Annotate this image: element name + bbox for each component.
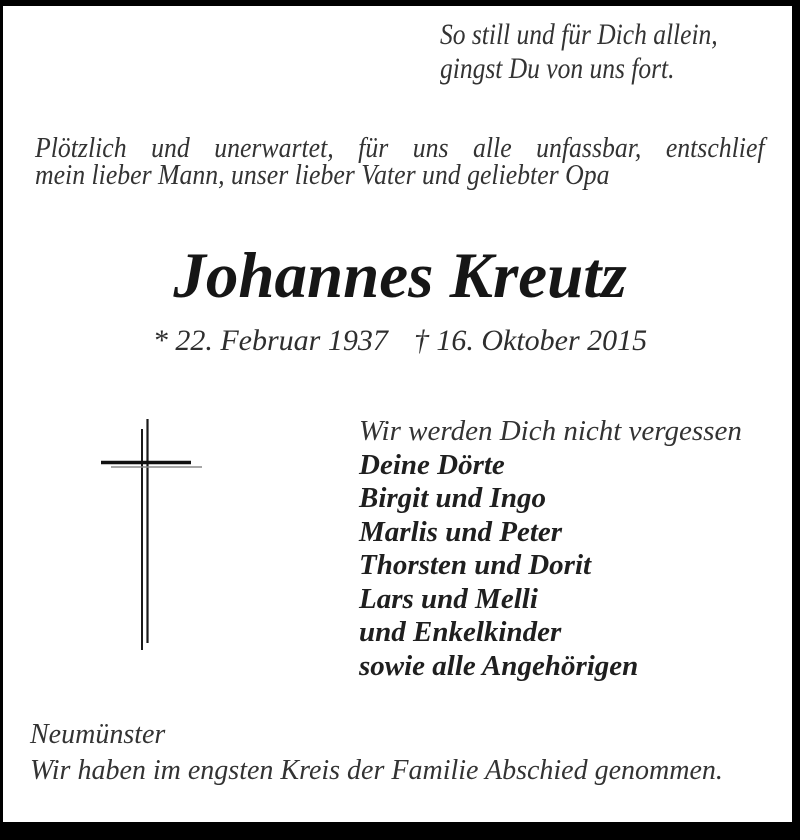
intro-line-1: Plötzlich und unerwartet, für uns alle unfassbar, entschlief <box>35 133 765 164</box>
scan-border-left <box>0 0 3 840</box>
closing-line: Wir haben im engsten Kreis der Familie Abschied genommen. <box>30 755 723 786</box>
mourner-item: sowie alle Angehörigen <box>359 649 639 682</box>
farewell-line: Wir werden Dich nicht vergessen <box>359 415 742 447</box>
mourner-item: und Enkelkinder <box>359 616 562 648</box>
scan-border-bottom <box>0 822 800 840</box>
life-dates <box>0 324 800 358</box>
death-date: † 16. Oktober 2015 <box>413 324 648 357</box>
intro-paragraph <box>35 135 765 189</box>
closing-block <box>30 717 723 789</box>
mourner-item: Marlis und Peter <box>359 515 563 548</box>
epigraph-verse <box>440 18 718 86</box>
scan-border-right <box>792 0 800 840</box>
mourner-item: Thorsten und Dorit <box>359 549 592 581</box>
mourner-item: Deine Dörte <box>359 448 505 481</box>
scan-border-top <box>0 0 800 6</box>
intro-line-2: mein lieber Mann, unser lieber Vater und geliebter Opa <box>35 160 610 191</box>
epigraph-line-2: gingst Du von uns fort. <box>440 52 675 85</box>
memorial-cross-icon <box>95 412 207 657</box>
epigraph-line-1: So still und für Dich allein, <box>440 18 718 51</box>
mourners-list <box>359 415 742 683</box>
birth-date: * 22. Februar 1937 <box>152 324 388 357</box>
mourner-item: Birgit und Ingo <box>359 482 546 514</box>
deceased-name: Johannes Kreutz <box>173 240 627 312</box>
city-name: Neumünster <box>30 719 166 750</box>
mourner-item: Lars und Melli <box>359 582 538 615</box>
